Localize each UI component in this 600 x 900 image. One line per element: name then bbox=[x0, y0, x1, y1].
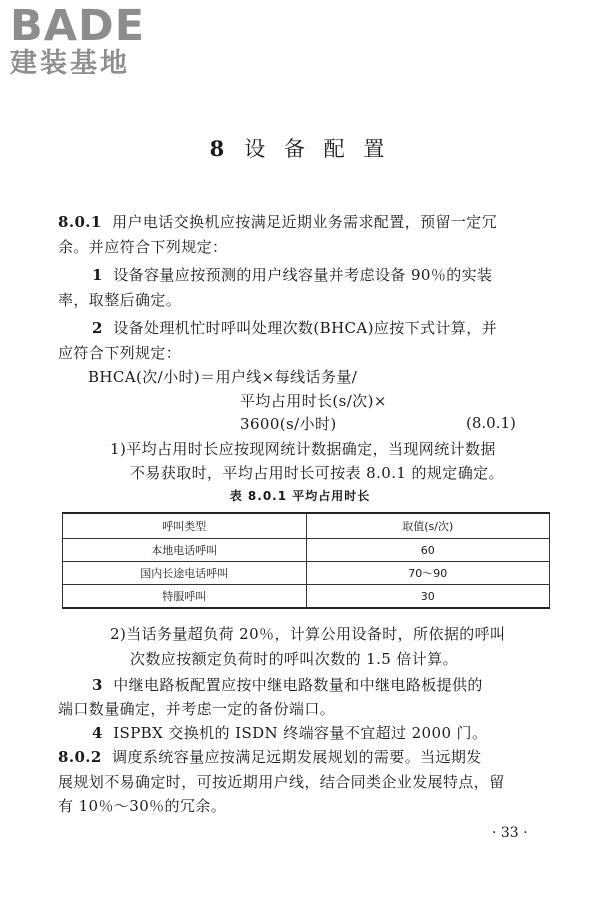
clause-text: 用户电话交换机应按满足近期业务需求配置，预留一定冗 bbox=[112, 213, 498, 231]
formula-line2: 平均占用时长(s/次)× bbox=[240, 392, 387, 410]
table-title: 表 8.0.1 平均占用时长 bbox=[229, 489, 371, 503]
item-3-line1 bbox=[92, 674, 483, 696]
note-2-line1: 2)当话务量超负荷 20％，计算公用设备时，所依据的呼叫 bbox=[110, 625, 506, 643]
item-number: 1 bbox=[92, 266, 103, 284]
table-cell: 60 bbox=[306, 539, 550, 562]
item-number: 2 bbox=[92, 319, 103, 337]
clause-number: 8.0.2 bbox=[58, 748, 102, 766]
table-header-cell: 取值(s/次) bbox=[306, 513, 550, 539]
note-1-line2: 不易获取时，平均占用时长可按表 8.0.1 的规定确定。 bbox=[130, 464, 504, 482]
clause-8-0-2-line3: 有 10％～30％的冗余。 bbox=[58, 797, 227, 815]
occupancy-time-table bbox=[62, 512, 550, 609]
logo bbox=[10, 1, 180, 86]
equation-number: (8.0.1) bbox=[466, 414, 516, 432]
logo-subtitle: 建装基地 bbox=[10, 48, 130, 79]
table-row bbox=[63, 562, 550, 585]
item-1-line2: 率，取整后确定。 bbox=[58, 291, 182, 309]
table-header-row bbox=[63, 513, 550, 539]
page-number: · 33 · bbox=[492, 825, 528, 841]
table-row bbox=[63, 539, 550, 562]
clause-8-0-1-line2: 余。并应符合下列规定： bbox=[58, 238, 228, 256]
table-cell: 本地电话呼叫 bbox=[63, 539, 307, 562]
formula-line3: 3600(s/小时) bbox=[240, 415, 337, 433]
item-text: 中继电路板配置应按中继电路数量和中继电路板提供的 bbox=[113, 676, 483, 694]
clause-8-0-2-line2: 展规划不易确定时，可按近期用户线，结合同类企业发展特点，留 bbox=[58, 773, 505, 791]
table-cell: 30 bbox=[306, 585, 550, 609]
clause-number: 8.0.1 bbox=[58, 213, 102, 231]
item-text: ISPBX 交换机的 ISDN 终端容量不宜超过 2000 门。 bbox=[113, 724, 488, 742]
formula-line1: BHCA(次/小时)＝用户线×每线话务量/ bbox=[88, 368, 358, 386]
item-number: 4 bbox=[92, 724, 103, 742]
clause-8-0-1-line1 bbox=[58, 211, 497, 233]
clause-8-0-2-line1 bbox=[58, 746, 482, 768]
note-1-line1: 1)平均占用时长应按现网统计数据确定，当现网统计数据 bbox=[110, 440, 496, 458]
item-2-line1 bbox=[92, 317, 497, 339]
table-cell: 特服呼叫 bbox=[63, 585, 307, 609]
logo-mark: BADE bbox=[10, 1, 146, 51]
chapter-number: 8 bbox=[209, 136, 231, 161]
table-cell: 70～90 bbox=[306, 562, 550, 585]
item-4-line1 bbox=[92, 722, 487, 744]
note-2-line2: 次数应按额定负荷时的呼叫次数的 1.5 倍计算。 bbox=[130, 650, 458, 668]
item-1-line1 bbox=[92, 264, 492, 286]
item-2-line2: 应符合下列规定： bbox=[58, 344, 182, 362]
chapter-title bbox=[0, 136, 600, 162]
item-3-line2: 端口数量确定，并考虑一定的备份端口。 bbox=[58, 700, 336, 718]
table-cell: 国内长途电话呼叫 bbox=[63, 562, 307, 585]
chapter-title-text: 设 备 配 置 bbox=[244, 137, 391, 161]
item-number: 3 bbox=[92, 676, 103, 694]
table-row bbox=[63, 585, 550, 609]
item-text: 设备处理机忙时呼叫处理次数(BHCA)应按下式计算，并 bbox=[113, 319, 498, 337]
table-header-cell: 呼叫类型 bbox=[63, 513, 307, 539]
clause-text: 调度系统容量应按满足远期发展规划的需要。当远期发 bbox=[112, 748, 482, 766]
item-text: 设备容量应按预测的用户线容量并考虑设备 90％的实装 bbox=[113, 266, 493, 284]
